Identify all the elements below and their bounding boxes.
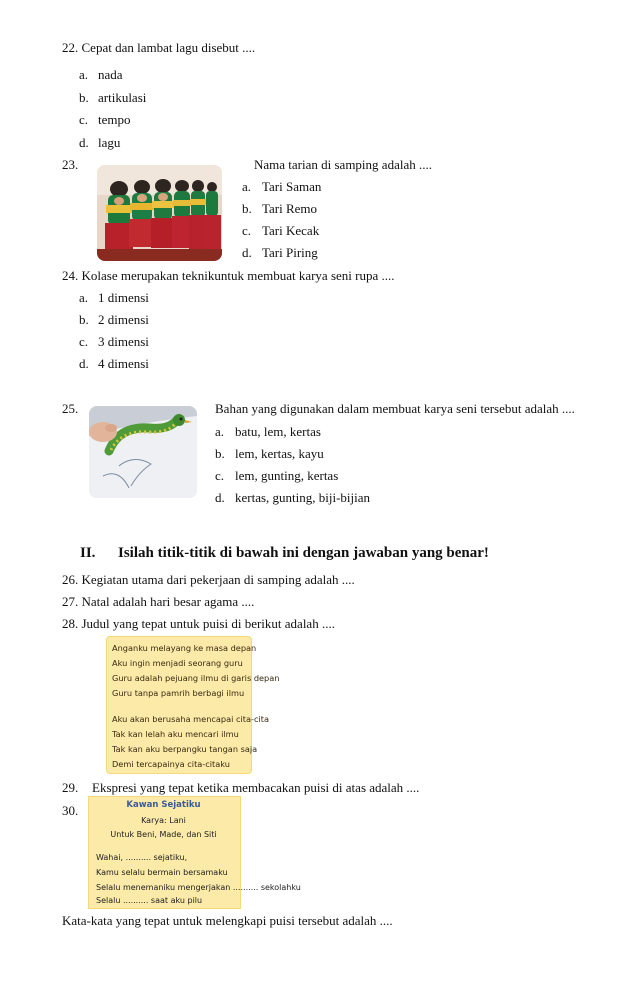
q25-option-c: lem, gunting, kertas	[235, 468, 339, 483]
q27-question: 27. Natal adalah hari besar agama ....	[62, 594, 255, 609]
q22-option-b-letter: b.	[79, 90, 89, 105]
q29-number: 29.	[62, 780, 79, 795]
q25-option-d-letter: d.	[215, 490, 225, 505]
q22-option-c: tempo	[98, 112, 131, 127]
q22-option-d-letter: d.	[79, 135, 89, 150]
poem2-line: Kamu selalu bermain bersamaku	[96, 868, 228, 877]
q23-option-c: Tari Kecak	[262, 223, 320, 238]
section-heading: Isilah titik-titik di bawah ini dengan jawaban yang benar!	[118, 545, 489, 561]
q24-option-d: 4 dimensi	[98, 356, 149, 371]
poem-line: Guru tanpa pamrih berbagi ilmu	[112, 688, 245, 698]
q30-number: 30.	[62, 803, 79, 818]
q24-option-b: 2 dimensi	[98, 312, 149, 327]
q22-option-a: nada	[98, 67, 123, 82]
q22-option-c-letter: c.	[79, 112, 89, 127]
q24-option-c-letter: c.	[79, 334, 89, 349]
q23-option-b-letter: b.	[242, 201, 252, 216]
collage-photo	[89, 406, 197, 498]
q25-option-c-letter: c.	[215, 468, 225, 483]
q23-option-c-letter: c.	[242, 223, 252, 238]
q23-option-a-letter: a.	[242, 179, 252, 194]
q24-option-b-letter: b.	[79, 312, 89, 327]
q25-option-b-letter: b.	[215, 446, 225, 461]
poem2-dedication: Untuk Beni, Made, dan Siti	[110, 830, 217, 839]
q29-question: Ekspresi yang tepat ketika membacakan puisi di atas adalah ....	[92, 780, 420, 795]
q24-option-d-letter: d.	[79, 356, 89, 371]
saman-dancers-illustration	[97, 165, 222, 261]
q24-option-a: 1 dimensi	[98, 290, 149, 305]
q25-option-a: batu, lem, kertas	[235, 424, 321, 439]
q23-question: Nama tarian di samping adalah ....	[254, 157, 432, 172]
poem2-author: Karya: Lani	[141, 816, 186, 825]
section-numeral: II.	[80, 545, 96, 561]
q23-option-a: Tari Saman	[262, 179, 322, 194]
q28-question: 28. Judul yang tepat untuk puisi di berikut adalah ....	[62, 616, 335, 631]
q22-option-b: artikulasi	[98, 90, 147, 105]
poem-line: Tak kan aku berpangku tangan saja	[112, 744, 258, 754]
q24-option-a-letter: a.	[79, 290, 89, 305]
poem2-line: Wahai, .......... sejatiku,	[96, 853, 188, 862]
q24-question: 24. Kolase merupakan teknikuntuk membuat karya seni rupa ....	[62, 268, 395, 283]
q23-option-d-letter: d.	[242, 245, 252, 260]
q23-option-d: Tari Piring	[262, 245, 318, 260]
q22-option-a-letter: a.	[79, 67, 89, 82]
q25-question: Bahan yang digunakan dalam membuat karya seni tersebut adalah ....	[215, 401, 575, 416]
poem-line: Anganku melayang ke masa depan	[112, 643, 257, 653]
q24-option-c: 3 dimensi	[98, 334, 149, 349]
q25-option-b: lem, kertas, kayu	[235, 446, 324, 461]
q22-question: 22. Cepat dan lambat lagu disebut ....	[62, 40, 256, 55]
poem2-line: Selalu menemaniku mengerjakan .......... sekolahku	[96, 883, 301, 892]
q25-option-a-letter: a.	[215, 424, 225, 439]
dancers-photo	[97, 165, 222, 261]
q25-number: 25.	[62, 401, 79, 416]
q22-option-d: lagu	[98, 135, 121, 150]
poem-line: Aku ingin menjadi seorang guru	[112, 658, 243, 668]
poem-line: Tak kan lelah aku mencari ilmu	[112, 729, 239, 739]
closing-question: Kata-kata yang tepat untuk melengkapi puisi tersebut adalah ....	[62, 913, 393, 928]
poem-line: Demi tercapainya cita-citaku	[112, 759, 230, 769]
poem2-title: Kawan Sejatiku	[126, 800, 201, 810]
q26-question: 26. Kegiatan utama dari pekerjaan di samping adalah ....	[62, 572, 355, 587]
collage-bird-illustration	[89, 406, 197, 498]
q23-option-b: Tari Remo	[262, 201, 318, 216]
poem-line: Guru adalah pejuang ilmu di garis depan	[112, 673, 280, 683]
q23-number: 23.	[62, 157, 79, 172]
poem2-line: Selalu .......... saat aku pilu	[96, 896, 203, 905]
poem-line: Aku akan berusaha mencapai cita-cita	[112, 714, 269, 724]
q25-option-d: kertas, gunting, biji-bijian	[235, 490, 371, 505]
